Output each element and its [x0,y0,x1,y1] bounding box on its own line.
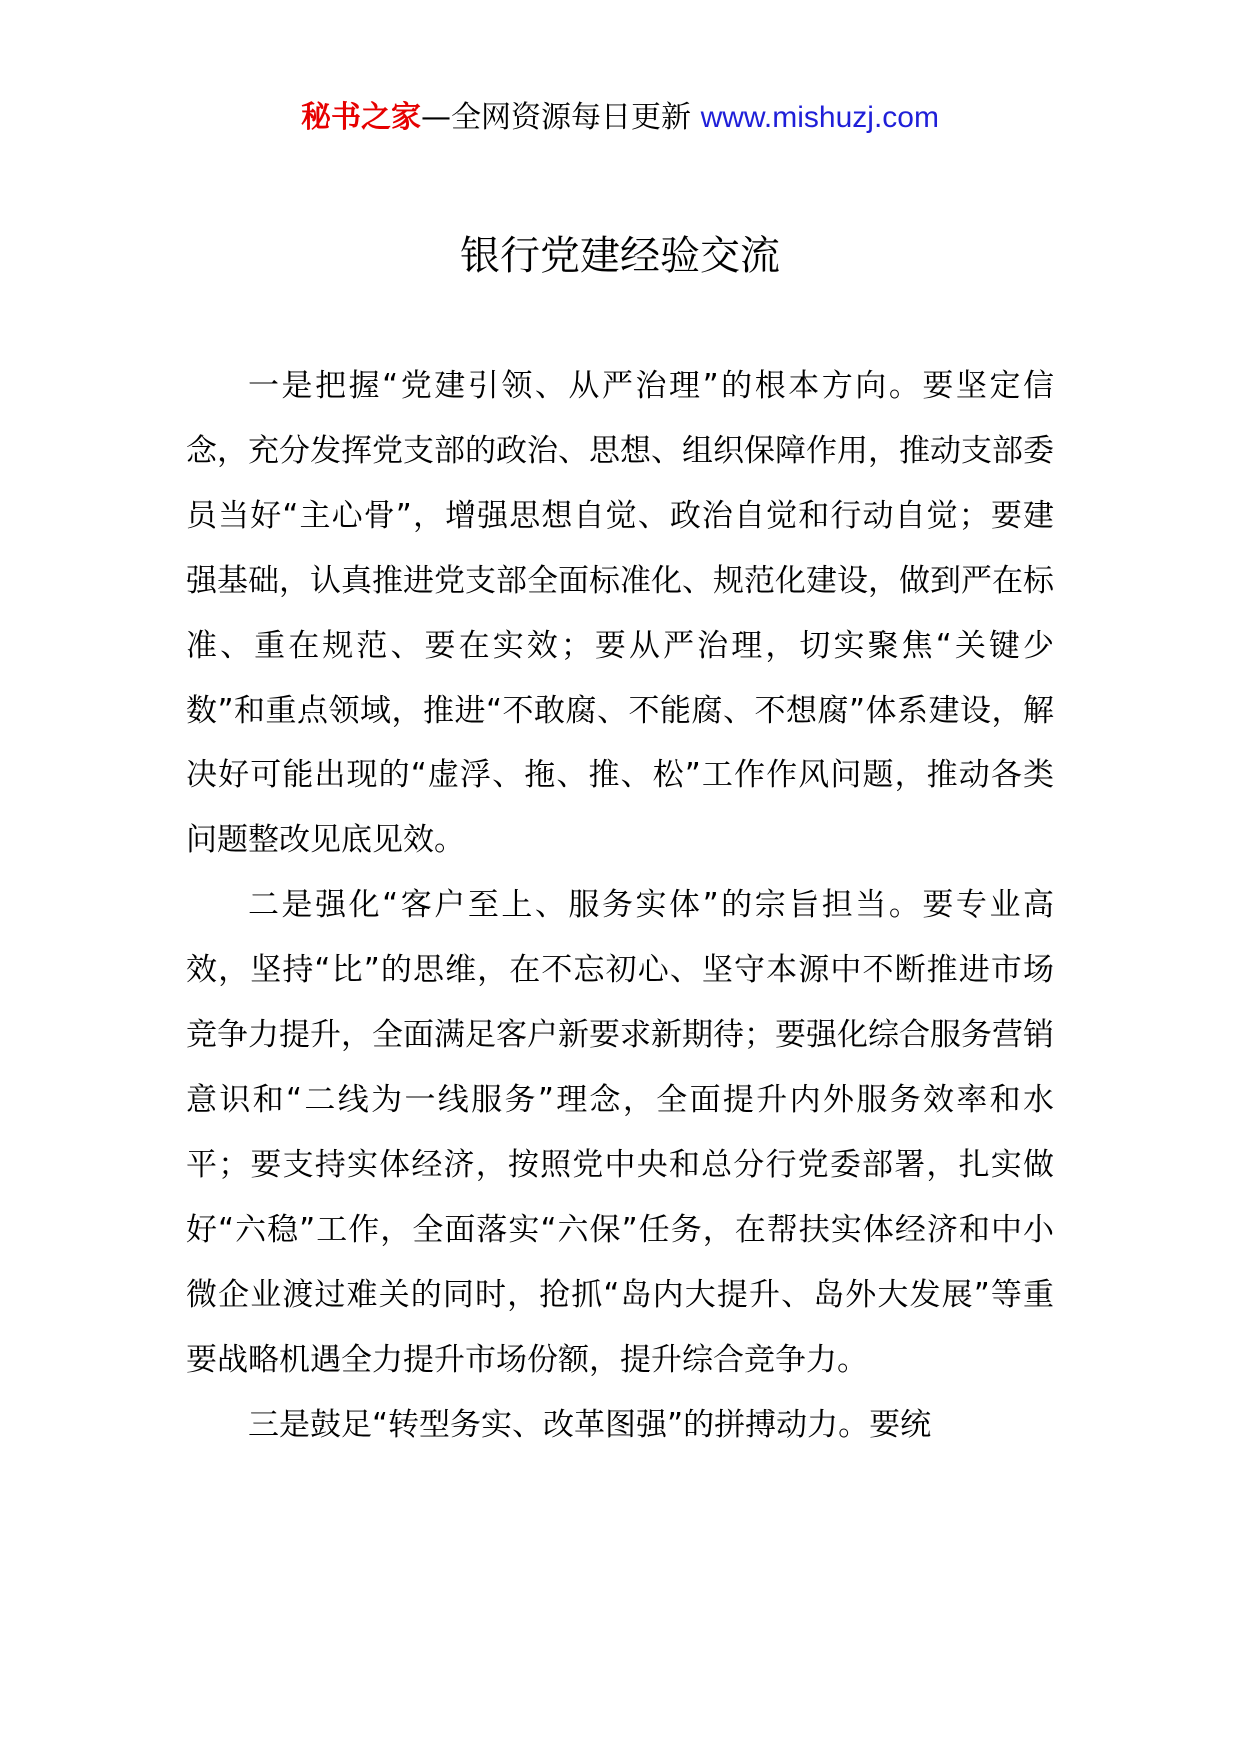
site-url-link[interactable]: www.mishuzj.com [700,101,939,134]
site-slogan: —全网资源每日更新 [421,100,692,135]
paragraph-1: 一是把握“党建引领、从严治理”的根本方向。要坚定信念，充分发挥党支部的政治、思想、组织保障作用，推动支部委员当好“主心骨”，增强思想自觉、政治自觉和行动自觉；要建强基础，认真推进党支部全面标准化、规范化建设，做到严在标准、重在规范、要在实效；要从严治理，切实聚焦“关键少数”和重点领域，推进“不敢腐、不能腐、不想腐”体系建设，解决好可能出现的“虚浮、拖、推、松”工作作风问题，推动各类问题整改见底见效。 [186,368,1054,859]
site-header [0,98,1240,138]
paragraph-2: 二是强化“客户至上、服务实体”的宗旨担当。要专业高效，坚持“比”的思维，在不忘初心、坚守本源中不断推进市场竞争力提升，全面满足客户新要求新期待；要强化综合服务营销意识和“二线为一线服务”理念，全面提升内外服务效率和水平；要支持实体经济，按照党中央和总分行党委部署，扎实做好“六稳”工作，全面落实“六保”任务，在帮扶实体经济和中小微企业渡过难关的同时，抢抓“岛内大提升、岛外大发展”等重要战略机遇全力提升市场份额，提升综合竞争力。 [186,887,1054,1378]
paragraph-3: 三是鼓足“转型务实、改革图强”的拼搏动力。要统 [248,1406,932,1443]
document-body [186,354,1054,1457]
document-title: 银行党建经验交流 [460,233,780,279]
site-brand: 秘书之家 [301,100,422,135]
